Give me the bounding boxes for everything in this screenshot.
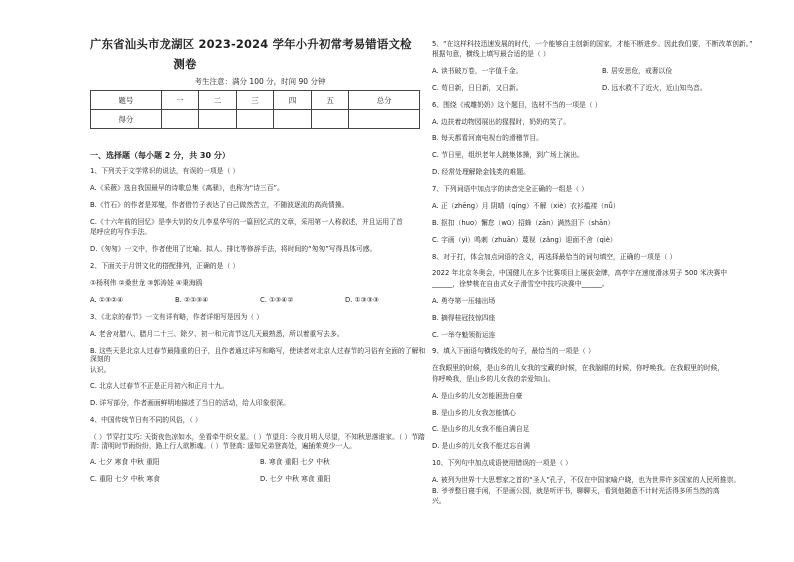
question-line: D.《匆匆》一文中，作者使用了比喻、拟人、排比等修辞手法，将时间的“匆匆”写得具体可感。	[90, 245, 377, 254]
question-line: D. 详写部分，作者画面鲜明地描述了当日的活动，给人印象很深。	[90, 399, 290, 408]
question-line: A. 是山乡的儿女怎能困劲自豪	[432, 391, 523, 400]
exam-info: 考生注意：满分 100 分，时间 90 分钟	[194, 77, 326, 86]
option: C. ①③④②	[260, 295, 294, 304]
question-line: A. 被列为世界十大思想家之首的“圣人”孔子，不仅在中国家喻户晓，也为世界许多国家的人民所推崇。	[432, 476, 741, 485]
title-line-2: 测卷	[173, 57, 197, 71]
question-line: C. 字画（yì）鸣刺（zhuān）蔑视（zǎng）迎面不舍（qiè）	[432, 235, 617, 244]
question-line: C. 北京人过春节不正是正月初六和正月十九。	[90, 382, 229, 391]
question-line: ①杨利伟 ②桑世龙 ③郭涛娃 ④秉海鸥	[90, 279, 203, 288]
answer-options	[432, 67, 772, 92]
option: B. ②①③④	[175, 295, 209, 304]
option: B. 寒食 重阳 七夕 中秋	[260, 458, 330, 467]
left-column	[90, 0, 430, 492]
question-line: 在我眼里的时候，是山乡的儿女我的宝藏的时候，在我脑眼的时候，你呼唤我。在我眼里的时候，	[432, 364, 725, 373]
question-line: B. 这些天是北京人过春节最隆重的日子，且作者通过详写和略写，使读者对北京人过春节的习俗有全面的了解和深刻的	[90, 346, 426, 364]
score-cell	[199, 110, 237, 129]
question-line: 7、下列词语中加点字的读音完全正确的一组是（ ）	[432, 185, 589, 194]
question-line: 1、下列关于文学常识的说法，有误的一项是（ ）	[90, 167, 240, 176]
question-line: 9、填入下面语句横线处的句子，最恰当的一项是（ ）	[432, 347, 595, 356]
option: C. 苟日新，日日新，又日新。	[432, 83, 523, 92]
option: A. 七夕 寒食 中秋 重阳	[90, 458, 160, 467]
question-line: 2、下面关于月饼文化的搭配排列，正确的是（ ）	[90, 262, 240, 271]
option: C. 重阳 七夕 中秋 寒食	[90, 474, 160, 483]
question-line: 5、“在这样科技迅速发展的时代，一个能够自主创新的国家，才能不断进步。因此我们要，不断改革创新。”	[432, 40, 753, 48]
question-line: 4、中国传统节日有不同的风俗，（ ）	[90, 416, 202, 425]
section-heading: 一、选择题（每小题 2 分，共 30 分）	[90, 151, 230, 161]
question-line: 2022 年北京冬奥会，中国健儿在多个比赛项目上屡获金牌，高亭宇在速度滑冰男子 500 米决赛中	[432, 269, 728, 278]
score-cell	[311, 110, 349, 129]
question-line: A. 正（zhēng）月 阴晴（qíng）不解（xiè）衣衫褴褛（nǚ）	[432, 201, 620, 210]
score-header-cell: 五	[311, 91, 349, 110]
question-line: A. 勇夺第一压轴出场	[432, 296, 496, 305]
question-line: C. 是山乡的儿女我不能自满自足	[432, 425, 530, 434]
question-line: A. 边扶着动物园展出的猩猩时，奶奶的笑了。	[432, 117, 570, 126]
question-line: ______，徐梦桃在自由式女子滑雪空中技巧决赛中______。	[432, 279, 609, 288]
question-line: 10、下列句中加点成语使用错误的一项是（ ）	[432, 459, 572, 468]
option: A. ①③②④	[90, 295, 124, 304]
score-table-row	[91, 110, 420, 129]
score-cell	[236, 110, 274, 129]
question-line: B. 每天都看河南电视台的滑稽节目。	[432, 134, 543, 143]
title-line-1: 广东省汕头市龙湖区 2023-2024 学年小升初常考易错语文检	[90, 37, 412, 51]
question-line: B. 爷爷整日寝手闲，不是画公园，就是听评书，聊聊天，看到他随意不计时光活得多所当然的高	[432, 486, 720, 495]
question-line: 6、围绕《戒雕奶奶》这个题目，选材不当的一项是（ ）	[432, 100, 602, 109]
question-line: D. 经常处理解除金钱类的难题。	[432, 168, 530, 177]
score-header-cell: 一	[161, 91, 199, 110]
score-header-cell: 题号	[91, 91, 162, 110]
score-table	[90, 90, 420, 129]
score-header-cell: 四	[274, 91, 312, 110]
question-line: 认识。	[90, 365, 111, 374]
score-table-header	[91, 91, 420, 110]
option: D. ①③③③	[345, 295, 379, 304]
score-row-label: 得分	[91, 110, 162, 129]
score-cell	[274, 110, 312, 129]
score-header-cell: 三	[236, 91, 274, 110]
question-line: 根据句意，横线上填写最合适的是（ ）	[432, 50, 550, 59]
right-column	[432, 40, 772, 514]
question-line: B. 抠扣（huo）懈怠（wū）招蜂（zān）满然泪下（shān）	[432, 218, 615, 227]
document-title	[90, 34, 430, 74]
answer-options	[90, 296, 430, 304]
question-line: 8、对于打，体会加点词语的含义，再选择最恰当的词句填空，正确的一项是（ ）	[432, 252, 677, 261]
question-line: A. 老舍对腊八、腊月二十三、除夕、初一和元宵节这几天最熟悉，所以着重写去多。	[90, 329, 344, 338]
question-line: C.《十六年前的回忆》是李大钊的女儿李星华写的一篇回忆式的文章，采用第一人称叙述，并且运用了首	[90, 218, 403, 226]
question-line: 尾呼应的写作手法。	[90, 228, 152, 237]
score-cell	[349, 110, 420, 129]
score-cell	[161, 110, 199, 129]
option: A. 读书破万卷，一字值千金。	[432, 67, 523, 76]
score-header-cell: 总分	[349, 91, 420, 110]
question-line: C. 一举夺魁领衔运连	[432, 330, 496, 339]
question-line: A.《采薇》选自我国最早的诗歌总集《离骚》，也称为“诗三百”。	[90, 184, 284, 193]
question-line: 你呼唤我，是山乡的儿女我的亲爱知山。	[432, 374, 555, 383]
question-line: （ ）节穿打艾巧: 天街夜色凉如水，坐看牵牛织女星。（ ）节望月: 今夜月明人尽望，不知秋思落谁家。（ ）节踏青: 清明时节雨纷纷，路上行人欲断魂。（ ）节登高: 遥知兄弟登高处，遍插茱萸少一人。	[90, 433, 425, 450]
answer-options	[90, 458, 430, 483]
question-line: C. 节日里，组织老年人跳集体操，到广场上演出。	[432, 151, 584, 160]
option: B. 居安思危，戒奢以俭	[602, 67, 673, 76]
question-line: B. 是山乡的儿女我怎能慎心	[432, 408, 516, 417]
question-line: B. 摘得桂冠技惊四座	[432, 313, 496, 322]
option: D. 七夕 中秋 寒食 重阳	[260, 474, 331, 483]
option: D. 远水救不了近火，近山知鸟音。	[602, 83, 707, 92]
question-line: 3、《北京的春节》一文有详有略，作者详细写是因为（ ）	[90, 312, 264, 321]
question-line: D. 是山乡的儿女我不能过忘自满	[432, 442, 530, 451]
question-line: 兴。	[432, 497, 446, 506]
question-line: B.《竹石》的作者是郑燮，作者借竹子表达了自己做然苦立，不随波逐流的高尚情操。	[90, 201, 349, 210]
score-header-cell: 二	[199, 91, 237, 110]
